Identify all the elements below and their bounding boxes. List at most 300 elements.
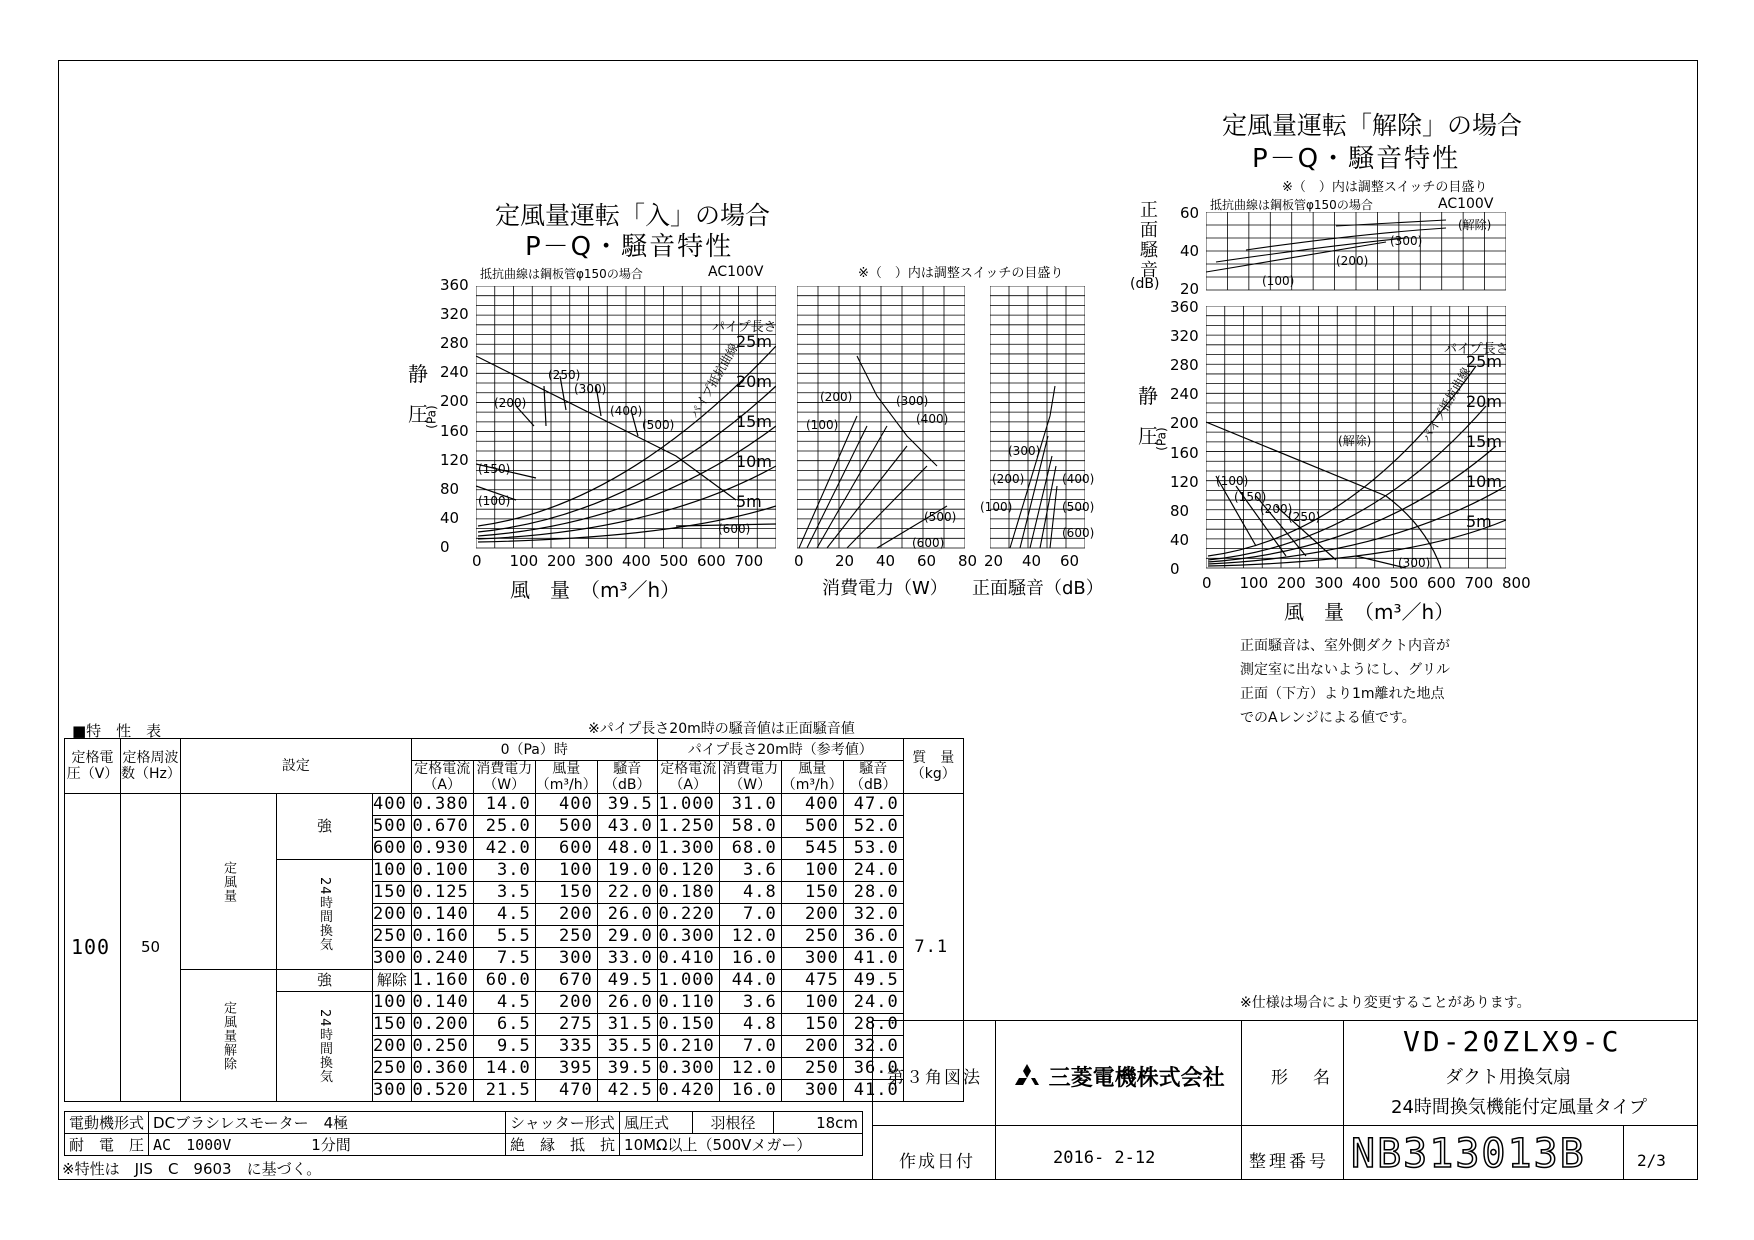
left-pipe-mark: 10m: [736, 452, 772, 471]
value-cell: 0.210: [657, 1036, 719, 1058]
shutter-label: シャッター形式: [506, 1112, 620, 1134]
setting-dial: 500: [373, 816, 412, 838]
value-cell: 0.150: [657, 1014, 719, 1036]
value-cell: 0.360: [411, 1058, 473, 1080]
right-pipe-mark: 25m: [1466, 352, 1502, 371]
left-resistance-note: 抵抗曲線は鋼板管φ150の場合: [480, 267, 643, 281]
value-cell: 0.300: [657, 926, 719, 948]
value-cell: 4.8: [719, 882, 781, 904]
value-cell: 32.0: [843, 904, 903, 926]
value-cell: 28.0: [843, 882, 903, 904]
noise-xtick: 20: [984, 552, 1004, 570]
h-pipe-20m: パイプ長さ20m時（参考値）: [657, 739, 903, 761]
value-cell: 200: [781, 904, 843, 926]
value-cell: 31.0: [719, 794, 781, 816]
value-cell: 300: [535, 948, 597, 970]
value-cell: 1.160: [411, 970, 473, 992]
right-noise-ytick: 60: [1180, 204, 1200, 222]
value-cell: 4.5: [473, 904, 535, 926]
right-dial-label: (200): [1260, 502, 1293, 516]
h-power-20m: 消費電力（W）: [719, 761, 781, 794]
right-xtick: 500: [1389, 574, 1419, 592]
value-cell: 1.250: [657, 816, 719, 838]
value-cell: 21.5: [473, 1080, 535, 1102]
value-cell: 670: [535, 970, 597, 992]
right-noise-curve-label: (解除): [1458, 218, 1492, 232]
left-xtick: 0: [472, 552, 482, 570]
value-cell: 500: [535, 816, 597, 838]
value-cell: 0.140: [411, 904, 473, 926]
left-pipe-curve-label: パイプ抵抗曲線: [687, 341, 742, 421]
withstand-cell: [149, 1134, 506, 1156]
value-cell: 5.5: [473, 926, 535, 948]
right-xtick: 300: [1314, 574, 1344, 592]
withstand-label: 耐 電 圧: [65, 1134, 149, 1156]
value-cell: 3.6: [719, 860, 781, 882]
spec-table: [64, 738, 964, 1102]
value-cell: 475: [781, 970, 843, 992]
product-name-1: ダクト用換気扇: [1445, 1067, 1571, 1088]
noise-xlabel: 正面騒音（dB）: [972, 578, 1104, 599]
right-ytick: 0: [1170, 559, 1180, 578]
sub-24h: 24時間換気: [277, 860, 373, 970]
spec-note: ※パイプ長さ20m時の騒音値は正面騒音値: [588, 721, 855, 737]
value-cell: 43.0: [597, 816, 657, 838]
value-cell: 400: [781, 794, 843, 816]
right-noise-ylabel-char: 正: [1140, 200, 1158, 221]
right-noise-ylabel-char: 騒: [1140, 240, 1158, 261]
left-ylabel-1: 静: [408, 362, 428, 386]
change-note: ※仕様は場合により変更することがあります。: [1240, 995, 1531, 1011]
flow-dial-label: (300): [574, 382, 607, 396]
noise-dial-label: (100): [980, 500, 1013, 514]
right-chart-title: 定風量運転「解除」の場合: [1222, 111, 1523, 140]
left-ytick: 0: [440, 537, 450, 556]
motor-table: [64, 1111, 863, 1156]
value-cell: 14.0: [473, 1058, 535, 1080]
value-cell: 275: [535, 1014, 597, 1036]
right-noise-ylabel-char: 音: [1140, 260, 1158, 281]
noise-xtick: 40: [1022, 552, 1042, 570]
right-noise-ylabel-char: 面: [1140, 220, 1158, 241]
value-cell: 0.300: [657, 1058, 719, 1080]
right-ytick: 360: [1170, 298, 1199, 316]
withstand-time: 1分間: [311, 1136, 351, 1154]
title-block: [872, 1020, 1698, 1180]
value-cell: 49.5: [843, 970, 903, 992]
right-ytick: 80: [1170, 501, 1190, 520]
value-cell: 44.0: [719, 970, 781, 992]
left-xtick: 100: [509, 552, 539, 570]
left-pipe-mark: 15m: [736, 412, 772, 431]
value-cell: 49.5: [597, 970, 657, 992]
value-cell: 470: [535, 1080, 597, 1102]
value-cell: 0.200: [411, 1014, 473, 1036]
model-name: VD-20ZLX9-C: [1403, 1025, 1622, 1058]
right-dial-label: (解除): [1338, 434, 1372, 448]
flow-dial-label: (600): [718, 522, 751, 536]
noise-dial-label: (500): [1062, 500, 1095, 514]
left-pipe-length-label: パイプ長さ: [712, 320, 777, 335]
power-dial-label: (600): [912, 536, 945, 550]
projection-method: 第３角図法: [887, 1068, 982, 1088]
product-name-2: 24時間換気機能付定風量タイプ: [1391, 1097, 1648, 1118]
spec-title: ■特 性 表: [72, 722, 162, 740]
setting-dial: 400: [373, 794, 412, 816]
value-cell: 0.125: [411, 882, 473, 904]
h-noise-20m: 騒音（dB）: [843, 761, 903, 794]
r-pipe-20m: [1208, 406, 1486, 560]
right-footnote: [1240, 634, 1450, 730]
right-xtick: 0: [1202, 574, 1212, 592]
setting-dial: 250: [373, 1058, 412, 1080]
right-ytick: 240: [1170, 385, 1199, 404]
value-cell: 48.0: [597, 838, 657, 860]
value-cell: 41.0: [843, 1080, 903, 1102]
value-cell: 0.930: [411, 838, 473, 860]
value-cell: 0.380: [411, 794, 473, 816]
noise-dial-label: (400): [1062, 472, 1095, 486]
left-dial-note: ※（ ）内は調整スイッチの目盛り: [858, 266, 1064, 281]
power-dial-label: (500): [924, 510, 957, 524]
setting-dial: 200: [373, 1036, 412, 1058]
value-cell: 68.0: [719, 838, 781, 860]
value-cell: 1.300: [657, 838, 719, 860]
insulation-label: 絶 縁 抵 抗: [506, 1134, 620, 1156]
power-dial-label: (100): [806, 418, 839, 432]
value-cell: 4.8: [719, 1014, 781, 1036]
value-cell: 150: [535, 882, 597, 904]
value-cell: 24.0: [843, 992, 903, 1014]
value-cell: 7.0: [719, 904, 781, 926]
value-cell: 100: [781, 860, 843, 882]
insulation-value: 10MΩ以上（500Vメガー）: [620, 1134, 863, 1156]
value-cell: 12.0: [719, 1058, 781, 1080]
right-noise-curve-label: (100): [1262, 274, 1295, 288]
right-xlabel: 風 量 （m³／h）: [1284, 600, 1455, 624]
setting-dial: 600: [373, 838, 412, 860]
value-cell: 300: [781, 948, 843, 970]
value-cell: 250: [535, 926, 597, 948]
h-power: 消費電力（W）: [473, 761, 535, 794]
value-cell: 300: [781, 1080, 843, 1102]
noise-dial-label: (600): [1062, 526, 1095, 540]
right-xtick: 700: [1464, 574, 1494, 592]
value-cell: 58.0: [719, 816, 781, 838]
value-cell: 0.410: [657, 948, 719, 970]
left-pipe-mark: 20m: [736, 372, 772, 391]
value-cell: 4.5: [473, 992, 535, 1014]
value-cell: 600: [535, 838, 597, 860]
setting-dial: 300: [373, 948, 412, 970]
power-xtick: 0: [794, 552, 804, 570]
value-cell: 33.0: [597, 948, 657, 970]
right-footnote-line: 測定室に出ないようにし、グリル: [1240, 662, 1450, 678]
motor-value: DCブラシレスモーター 4極: [149, 1112, 506, 1134]
left-xtick: 400: [622, 552, 651, 570]
h-flow: 風量（m³/h）: [535, 761, 597, 793]
power-max-curve: [857, 356, 937, 466]
setting-dial: 150: [373, 882, 412, 904]
left-ytick: 320: [440, 305, 469, 324]
right-noise-ytick: 40: [1180, 242, 1200, 260]
left-ytick: 120: [440, 450, 469, 469]
right-pipe-length-label: パイプ長さ: [1444, 342, 1509, 357]
value-cell: 0.420: [657, 1080, 719, 1102]
pipe-curve-15m: [478, 426, 776, 536]
right-dial-label: (150): [1234, 490, 1267, 504]
right-voltage: AC100V: [1438, 196, 1494, 212]
left-xtick: 300: [584, 552, 614, 570]
left-xtick: 500: [659, 552, 689, 570]
shutter-value: 風圧式: [620, 1112, 693, 1134]
max-curve: [476, 356, 736, 500]
value-cell: 0.100: [411, 860, 473, 882]
blade-label: 羽根径: [693, 1112, 774, 1134]
right-xtick: 400: [1352, 574, 1381, 592]
company-name: 三菱電機株式会社: [1048, 1066, 1225, 1091]
h-flow-20m: 風量（m³/h）: [781, 761, 843, 793]
right-noise-unit: (dB): [1130, 276, 1160, 292]
value-cell: 9.5: [473, 1036, 535, 1058]
h-setting: 設定: [181, 739, 412, 794]
value-cell: 250: [781, 1058, 843, 1080]
right-xtick: 600: [1427, 574, 1456, 592]
model-label: 形 名: [1271, 1068, 1334, 1088]
right-noise-curve-label: (300): [1390, 234, 1423, 248]
power-dial-label: (400): [916, 412, 949, 426]
value-cell: 26.0: [597, 904, 657, 926]
right-noise-ytick: 20: [1180, 280, 1200, 298]
h-voltage: 定格電圧（V）: [65, 739, 121, 794]
value-cell: 0.240: [411, 948, 473, 970]
value-cell: 3.5: [473, 882, 535, 904]
company-block: [1013, 1061, 1225, 1092]
left-ytick: 200: [440, 392, 469, 411]
value-cell: 7.5: [473, 948, 535, 970]
value-cell: 6.5: [473, 1014, 535, 1036]
value-cell: 32.0: [843, 1036, 903, 1058]
table-row: [65, 794, 964, 816]
value-cell: 250: [781, 926, 843, 948]
blade-value: 18cm: [774, 1112, 863, 1134]
power-xtick: 60: [917, 552, 937, 570]
value-cell: 36.0: [843, 926, 903, 948]
power-xtick: 20: [835, 552, 855, 570]
value-cell: 14.0: [473, 794, 535, 816]
right-pipe-mark: 10m: [1466, 472, 1502, 491]
power-dial-label: (200): [820, 390, 853, 404]
left-ytick: 160: [440, 421, 469, 440]
value-cell: 0.120: [657, 860, 719, 882]
value-cell: 19.0: [597, 860, 657, 882]
number-label: 整理番号: [1249, 1152, 1329, 1172]
mitsubishi-logo-icon: [1013, 1064, 1041, 1088]
value-cell: 26.0: [597, 992, 657, 1014]
value-cell: 16.0: [719, 948, 781, 970]
mass-value: 7.1: [903, 794, 963, 1102]
value-cell: 12.0: [719, 926, 781, 948]
right-xtick: 200: [1277, 574, 1306, 592]
flow-dial-label: (500): [642, 418, 675, 432]
right-ylabel-2: 圧: [1138, 424, 1158, 448]
right-noise-curve-label: (200): [1336, 254, 1369, 268]
left-chart-subtitle: P－Q・騒音特性: [525, 232, 734, 262]
right-pipe-curve-label: パイプ抵抗曲線: [1419, 365, 1474, 445]
value-cell: 0.520: [411, 1080, 473, 1102]
left-xtick: 700: [734, 552, 764, 570]
value-cell: 200: [535, 992, 597, 1014]
setting-dial: 150: [373, 1014, 412, 1036]
right-xtick: 100: [1239, 574, 1269, 592]
r-pipe-5m: [1208, 520, 1506, 566]
value-cell: 0.670: [411, 816, 473, 838]
table-row: [65, 970, 964, 992]
date-value: 2016- 2-12: [1053, 1148, 1156, 1168]
value-cell: 395: [535, 1058, 597, 1080]
h-current: 定格電流（A）: [411, 761, 473, 794]
right-footnote-line: でのAレンジによる値です。: [1240, 710, 1416, 726]
setting-dial: 300: [373, 1080, 412, 1102]
setting-dial: 解除: [373, 970, 412, 992]
right-ytick: 280: [1170, 356, 1199, 375]
right-pipe-mark: 15m: [1466, 432, 1502, 451]
left-xlabel-flow: 風 量 （m³／h）: [510, 578, 681, 602]
right-xtick: 800: [1502, 574, 1531, 592]
right-chart-subtitle: P－Q・騒音特性: [1252, 144, 1461, 174]
value-cell: 400: [535, 794, 597, 816]
right-pipe-mark: 5m: [1466, 512, 1492, 531]
noise-curves: [1010, 386, 1057, 548]
right-resistance-note: 抵抗曲線は鋼板管φ150の場合: [1210, 198, 1373, 212]
flow-dial-label: (250): [548, 368, 581, 382]
value-cell: 35.5: [597, 1036, 657, 1058]
value-cell: 1.000: [657, 794, 719, 816]
right-pipe-mark: 20m: [1466, 392, 1502, 411]
value-cell: 200: [535, 904, 597, 926]
motor-label: 電動機形式: [65, 1112, 149, 1134]
freq-value: 50: [121, 794, 181, 1102]
flow-dial-label: (100): [478, 494, 511, 508]
right-footnote-line: 正面騒音は、室外側ダクト内音が: [1240, 638, 1450, 654]
h-mass: 質 量（kg）: [903, 739, 963, 794]
right-ytick: 160: [1170, 443, 1199, 462]
value-cell: 200: [781, 1036, 843, 1058]
value-cell: 500: [781, 816, 843, 838]
value-cell: 29.0: [597, 926, 657, 948]
value-cell: 52.0: [843, 816, 903, 838]
setting-dial: 100: [373, 860, 412, 882]
value-cell: 100: [781, 992, 843, 1014]
right-footnote-line: 正面（下方）より1m離れた地点: [1240, 686, 1445, 702]
power-dial-label: (300): [896, 394, 929, 408]
value-cell: 0.160: [411, 926, 473, 948]
value-cell: 31.5: [597, 1014, 657, 1036]
left-yunit: (Pa): [424, 405, 439, 429]
h-noise: 騒音（dB）: [597, 761, 657, 794]
left-ylabel-2: 圧: [408, 402, 428, 426]
h-current-20m: 定格電流（A）: [657, 761, 719, 794]
left-ytick: 80: [440, 479, 460, 498]
left-ytick: 40: [440, 508, 460, 527]
left-ytick: 240: [440, 363, 469, 382]
value-cell: 24.0: [843, 860, 903, 882]
value-cell: 3.6: [719, 992, 781, 1014]
value-cell: 0.250: [411, 1036, 473, 1058]
group-const-flow: 定風量: [181, 794, 277, 970]
flow-dial-label: (150): [478, 462, 511, 476]
value-cell: 25.0: [473, 816, 535, 838]
right-dial-label: (250): [1288, 510, 1321, 524]
page-number: 2/3: [1637, 1151, 1666, 1170]
drawing-number: NB313013B: [1351, 1131, 1586, 1177]
right-dial-label: (300): [1398, 556, 1431, 570]
setting-dial: 100: [373, 992, 412, 1014]
left-chart-title: 定風量運転「入」の場合: [495, 201, 771, 230]
value-cell: 7.0: [719, 1036, 781, 1058]
sub-strong: 強: [277, 794, 373, 860]
value-cell: 150: [781, 1014, 843, 1036]
left-xtick: 600: [697, 552, 726, 570]
value-cell: 100: [535, 860, 597, 882]
value-cell: 3.0: [473, 860, 535, 882]
h-freq: 定格周波数（Hz）: [121, 739, 181, 794]
value-cell: 1.000: [657, 970, 719, 992]
value-cell: 150: [781, 882, 843, 904]
h-zero-pa: 0（Pa）時: [411, 739, 657, 761]
date-label: 作成日付: [899, 1152, 975, 1172]
withstand-value: AC 1000V: [153, 1136, 232, 1154]
right-dial-note: ※（ ）内は調整スイッチの目盛り: [1282, 180, 1488, 195]
flow-dial-label: (400): [610, 404, 643, 418]
left-xtick: 200: [547, 552, 576, 570]
right-ytick: 40: [1170, 530, 1190, 549]
noise-dial-label: (200): [992, 472, 1025, 486]
value-cell: 0.110: [657, 992, 719, 1014]
value-cell: 41.0: [843, 948, 903, 970]
value-cell: 0.140: [411, 992, 473, 1014]
right-ytick: 320: [1170, 327, 1199, 346]
value-cell: 22.0: [597, 882, 657, 904]
left-voltage: AC100V: [708, 264, 764, 280]
group-release: 定風量解除: [181, 970, 277, 1102]
value-cell: 39.5: [597, 794, 657, 816]
sub-strong: 強: [277, 970, 373, 992]
power-xtick: 80: [958, 552, 978, 570]
left-pipe-mark: 25m: [736, 332, 772, 351]
value-cell: 47.0: [843, 794, 903, 816]
flow-dial-label: (200): [494, 396, 527, 410]
value-cell: 39.5: [597, 1058, 657, 1080]
value-cell: 53.0: [843, 838, 903, 860]
setting-dial: 250: [373, 926, 412, 948]
value-cell: 0.220: [657, 904, 719, 926]
value-cell: 335: [535, 1036, 597, 1058]
noise-xtick: 60: [1060, 552, 1080, 570]
left-ytick: 360: [440, 276, 469, 294]
right-ylabel-1: 静: [1138, 384, 1158, 408]
setting-dial: 200: [373, 904, 412, 926]
left-pipe-mark: 5m: [736, 492, 762, 511]
r-pipe-15m: [1208, 446, 1496, 562]
voltage-value: 100: [65, 794, 121, 1102]
right-ytick: 120: [1170, 472, 1199, 491]
power-xtick: 40: [876, 552, 896, 570]
noise-dial-label: (300): [1008, 444, 1041, 458]
value-cell: 16.0: [719, 1080, 781, 1102]
value-cell: 545: [781, 838, 843, 860]
spec-footnote: ※特性は JIS C 9603 に基づく。: [62, 1160, 322, 1178]
